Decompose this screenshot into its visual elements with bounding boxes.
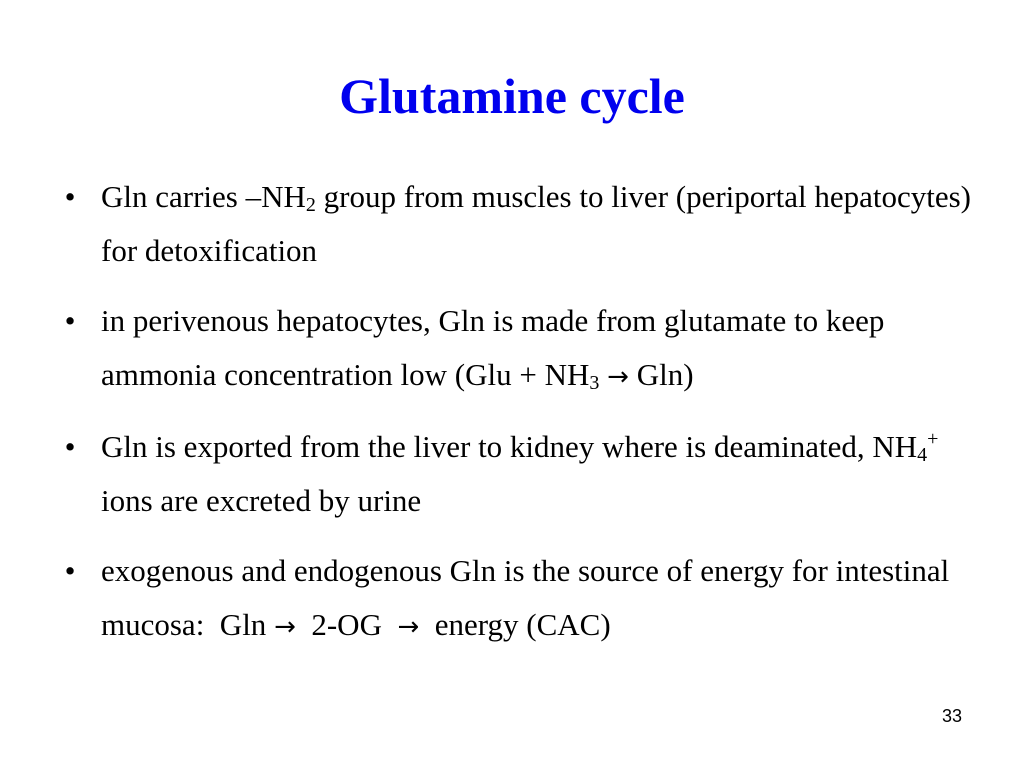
bullet-text (101, 429, 938, 518)
bullet-icon: • (64, 179, 76, 214)
right-arrow-icon: → (274, 612, 296, 642)
text-segment: group from muscles to liver (periportal hepatocytes) for detoxification (101, 179, 971, 268)
bullet-icon: • (64, 303, 76, 338)
bullet-item-3 (60, 420, 980, 528)
text-segment: Gln is exported from the liver to kidney where is deaminated, NH (101, 429, 918, 464)
text-segment: 2-OG (295, 607, 398, 642)
bullet-icon: • (64, 553, 76, 588)
text-segment: exogenous and endogenous Gln is the source of energy for intestinal mucosa: Gln (101, 553, 950, 642)
right-arrow-icon: → (607, 362, 629, 392)
text-segment: ions are excreted by urine (101, 483, 422, 518)
slide-title: Glutamine cycle (339, 68, 685, 124)
bullet-item-2 (60, 294, 980, 404)
superscript: + (927, 428, 939, 450)
right-arrow-icon: → (397, 612, 420, 642)
bullet-item-1 (60, 170, 980, 278)
bullet-text (101, 553, 949, 642)
bullet-list (60, 170, 980, 670)
text-segment: Gln carries –NH (101, 179, 306, 214)
page-number: 33 (941, 706, 962, 726)
text-segment: energy (CAC) (419, 607, 611, 642)
text-segment: in perivenous hepatocytes, Gln is made from glutamate to keep ammonia concentration low (Glu + NH (101, 303, 885, 392)
bullet-item-4 (60, 544, 980, 654)
bullet-icon: • (64, 429, 76, 464)
subscript: 3 (589, 372, 600, 394)
subscript: 2 (305, 194, 316, 216)
bullet-text (101, 179, 971, 268)
bullet-text (101, 303, 884, 392)
text-segment: Gln) (628, 357, 694, 392)
subscript: 4 (917, 444, 928, 466)
